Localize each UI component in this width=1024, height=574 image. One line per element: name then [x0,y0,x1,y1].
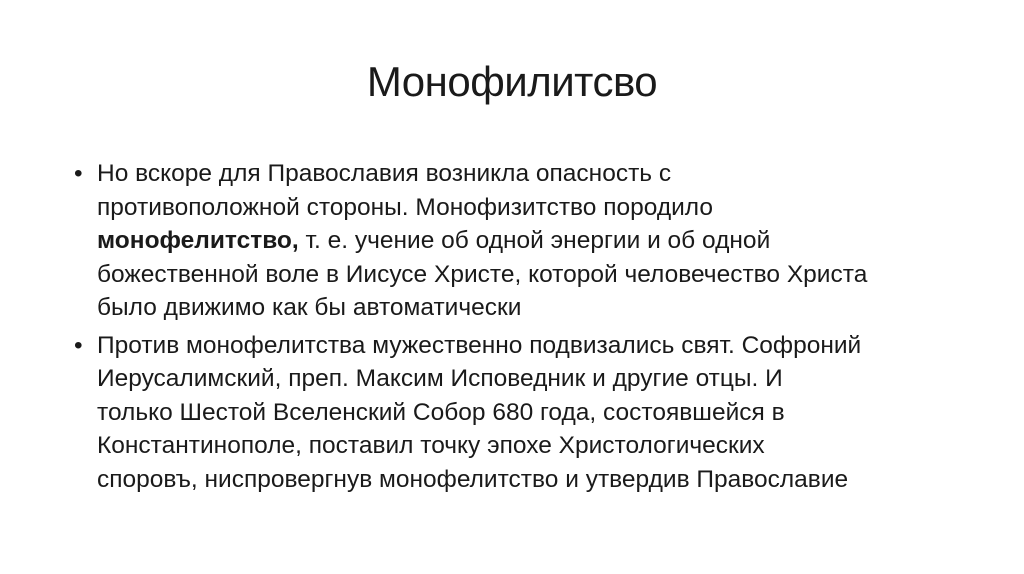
slide-content [74,157,974,500]
bullet-text-line: было движимо как бы автоматически [97,294,522,321]
bullet-marker: • [74,331,83,359]
bullet-text-line: Иерусалимский, преп. Максим Исповедник и другие отцы. И [97,365,783,392]
bullet-text-line: Против монофелитства мужественно подвизались свят. Софроний [97,331,862,359]
bullet-text-line: Константинополе, поставил точку эпохе Христологических [97,432,765,459]
bullet-marker: • [74,160,83,187]
bullet-text-line: противоположной стороны. Монофизитство породило [97,193,713,221]
bullet-text-line: споровъ, ниспровергнув монофелитство и утвердив Православие [97,465,849,493]
slide-title: Монофилитсво [366,58,658,105]
bullet-text-fragment: т. е. учение об одной энергии и об одной [298,227,771,254]
bullet-item-1 [74,157,974,325]
bullet-text-line: только Шестой Вселенский Собор 680 года, состоявшейся в [97,398,785,426]
emphasized-term: монофелитство, [97,227,299,254]
bullet-text-line [97,224,974,258]
bullet-item-2 [74,329,974,497]
bullet-text-line: Но вскоре для Православия возникла опасность с [97,160,672,187]
bullet-text-line: божественной воле в Иисусе Христе, которой человечество Христа [97,260,868,288]
